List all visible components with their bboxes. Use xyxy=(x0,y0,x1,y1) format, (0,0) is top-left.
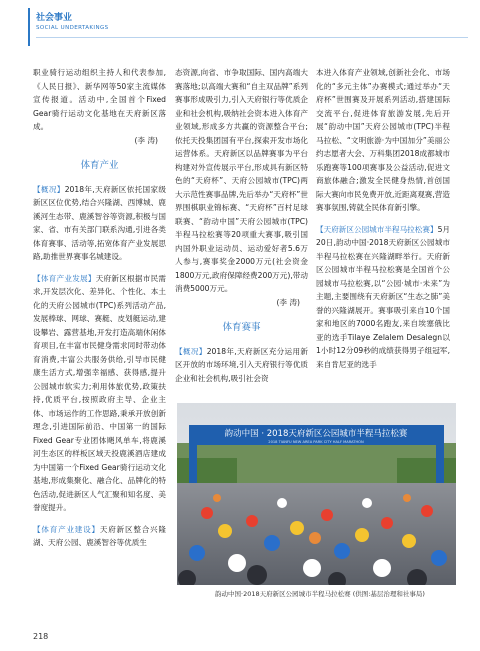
paragraph-development xyxy=(33,272,166,515)
header-subtitle: SOCIAL UNDERTAKINGS xyxy=(36,25,109,31)
paragraph: 态资源,向省、市争取国际、国内高端大赛落地;以高端大赛和“自主双品牌”系列赛事形成吸引力,引入天府银行等优质企业和社会机构,吸纳社会资本进入体育产业领域,形成多方共赢的资源整合平台;依托天投集团国有平台,探索开发市场化运营体系。天府新区以品牌赛事为平台构建对外宣传展示平台,形成具有新区特色的“天府杯”、天府公园城市(TPC)两大示范性赛事品牌,先后举办“天府杯”世界围棋职业锦标赛、“天府杯”百村足球联赛、“韵动中国”天府公园城市(TPC)半程马拉松赛等20项重大赛事,吸引国内国外职业运动员、运动爱好者5.6万人参与,赛事奖金2000万元(社会资金1800万元,政府保障经费200万元),带动消费5000万元。 xyxy=(175,68,308,293)
paragraph-text: 5月20日,韵动中国·2018天府新区公园城市半程马拉松赛在兴隆湖畔举行。天府新区公园城市半程马拉松赛是全国首个公园城市马拉松赛,以“公园·城市·未来”为主题,主要围绕有天府新区“生态之肺”美誉的兴隆湖展开。赛事吸引来自10个国家和地区的7000名跑友,来自埃塞俄比亚的选手Tilaye Zelalem Desalegn以1小时12分09秒的成绩获得男子组冠军,来自肯尼亚的选手 xyxy=(316,224,450,369)
header-title: 社会事业 xyxy=(36,13,73,23)
paragraph-text: 天府新区根据市民需求,开发层次化、差异化、个性化、本土化的天府公园城市(TPC)系列活动产品,发展棒球、网球、赛艇、皮划艇运动,建设攀岩、露营基地,开发打造高端休闲体育项目,在丰富市民健身需求同时带动体育消费,丰富公共服务供给,引导市民健康生活方式,增强幸福感、获得感,提升公园城市软实力;利用体旅优势,政策扶持,优质平台,按照政府主导、企业主体、市场运作的工作思路,秉承开放创新理念,引进国际前沿、中国第一的国际Fixed Gear专业团体飓风单车,将鹿溪河生态区的样板区域天投鹿溪酒店建成为中国第一个Fixed Gear骑行运动文化基地,形成集聚化、融合化、品牌化的特色活动,促进新区人气汇聚和知名度、美誉度提升。 xyxy=(33,273,166,512)
photo-banner-subtitle: 2018 TIANFU NEW AREA PARK CITY HALF MARATHON xyxy=(268,440,364,444)
paragraph: 职业骑行运动组织主持人和代表参加,《人民日报》、新华网等50家主流媒体宣传报道。活动中,全国首个Fixed Gear骑行运动文化基地在天府新区落成。 xyxy=(33,68,166,131)
page-number: 218 xyxy=(33,632,49,641)
paragraph-text: 2018年,天府新区依托国家级新区区位优势,结合兴隆湖、西博城、鹿溪河生态带、鹿溪智谷等资源,积极与国家、省、市有关部门联系沟通,引进各类体育赛事、活动等,拓宽体育产业发展思路,助推世界赛事名城建设。 xyxy=(33,184,166,261)
column-2 xyxy=(175,66,308,385)
paragraph-tag: 【体育产业建设】 xyxy=(33,524,100,534)
paragraph-overview xyxy=(175,345,308,386)
paragraph-overview xyxy=(33,183,166,264)
author-signature: (李 涛) xyxy=(276,297,300,307)
paragraph-tag: 【天府新区公园城市半程马拉松赛】 xyxy=(316,224,438,234)
section-heading-sports-events: 体育赛事 xyxy=(222,322,261,333)
paragraph-text: 天府新区整合兴隆湖、天府公园、鹿溪智谷等优质生 xyxy=(33,524,167,547)
photo-banner-title: 韵动中国 · 2018天府新区公园城市半程马拉松赛 xyxy=(224,429,408,439)
section-heading-sports-industry: 体育产业 xyxy=(80,160,119,171)
marathon-photo xyxy=(177,403,456,585)
paragraph-marathon xyxy=(316,223,450,372)
paragraph: 本进入体育产业领域,创新社会化、市场化的“多元主体”办赛模式;通过举办“天府杯”世围赛及开展系列活动,搭建国际交流平台,促进体育旅游发展,先后开展“韵动中国”天府公园城市(TPC)半程马拉松、“文明旅游·为中国加分”美丽公约志愿者大会、万科集团2018成都城市乐跑赛等100项赛事及公益活动,促进文商旅体融合;激发全民健身热情,首创国际大赛向市民免费开放,近距离观赛,营造赛事氛围,铸就全民体育新引擎。 xyxy=(316,68,450,212)
photo-caption: 韵动中国·2018天府新区公园城市半程马拉松赛 (供图:基层治理和社事局) xyxy=(215,590,425,598)
paragraph-tag: 【概况】 xyxy=(175,346,207,356)
paragraph-tag: 【体育产业发展】 xyxy=(33,273,96,283)
paragraph-text: 2018年,天府新区充分运用新区开放的市场环境,引入天府银行等优质企业和社会机构,吸引社会资 xyxy=(175,346,308,383)
header-rule xyxy=(36,37,468,38)
header-accent-bar xyxy=(28,8,30,46)
paragraph-construction xyxy=(33,523,166,550)
author-signature: (李 涛) xyxy=(134,135,158,145)
paragraph-tag: 【概况】 xyxy=(33,184,65,194)
column-3 xyxy=(316,66,450,371)
page-header xyxy=(28,8,468,48)
column-1 xyxy=(33,66,166,550)
